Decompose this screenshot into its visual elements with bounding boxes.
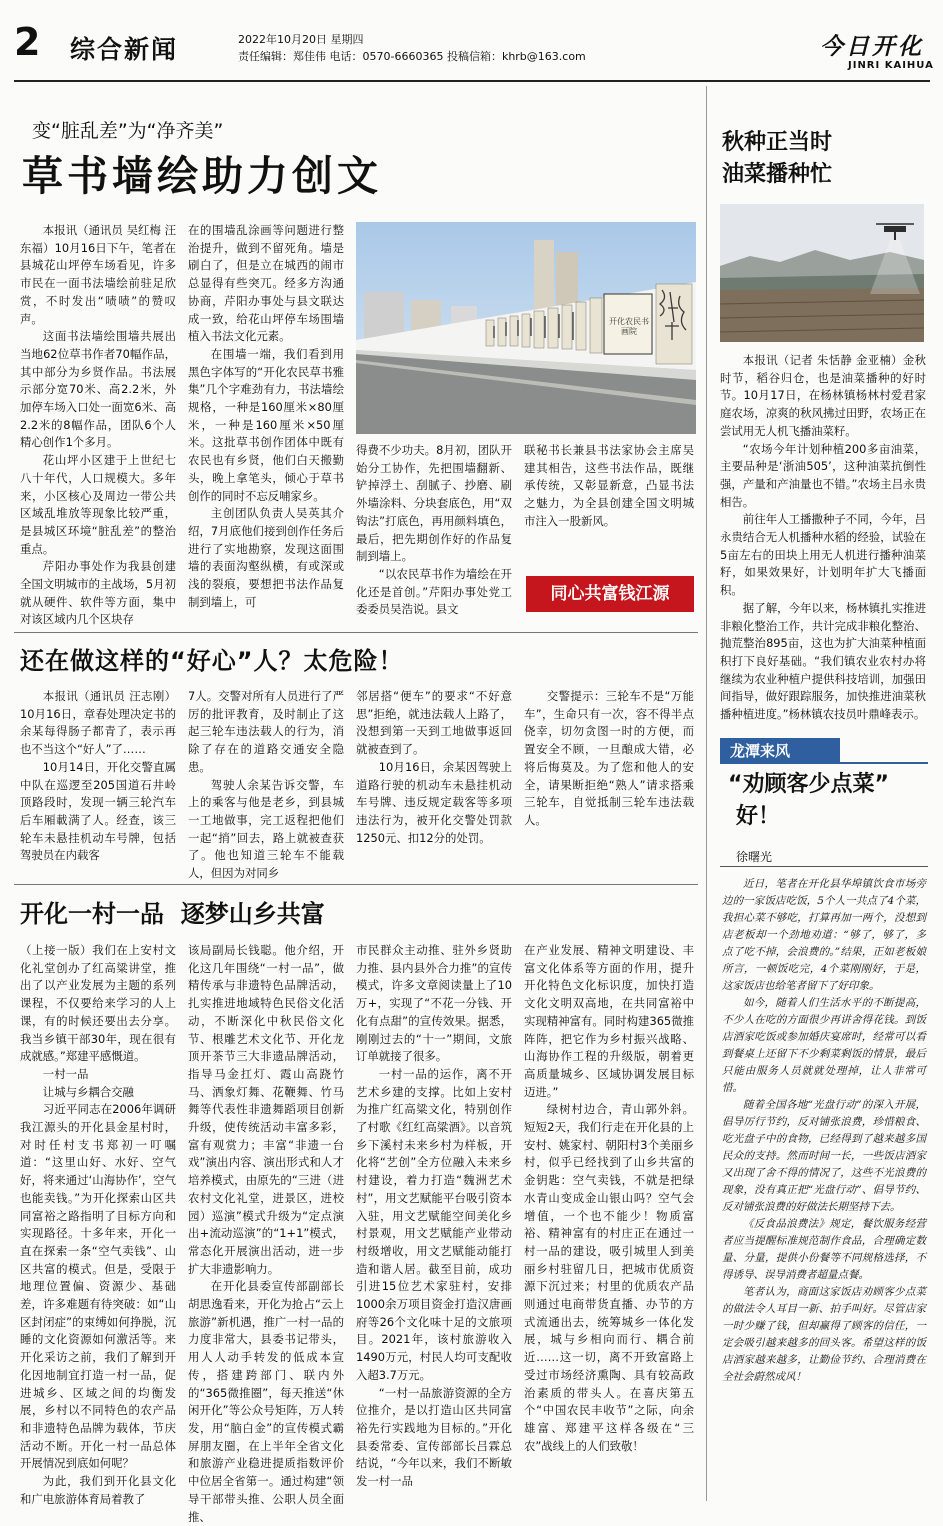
- column-body: 近日，笔者在开化县华埠镇饮食市场旁边的一家饭店吃饭，5个人一共点了4个菜，我担心菜不够吃，打算再加一两个，没想到店老板却一个劲地劝道：“够了，够了，多点了吃不掉，会浪费的。”结果，正如老板娘所言，一顿饭吃完，4个菜刚刚好，于是，这家饭店也给笔者留下了好印象。 如今，随着人们生活水平的不断提高，不少人在吃的方面很少再讲舍得花钱。到饭店酒家吃饭或参加婚庆宴席时，经常可以看到餐桌上还留下不少剩菜剩饭的情景，最后只能由服务人员就就处理掉，让人非常可惜。 随着全国各地“光盘行动”的深入开展，倡导厉行节约，反对铺张浪费，珍惜粮食、吃光盘子中的食物，已经得到了越来越多国民众的支持。然而时间一长，一些饭店酒家又出现了舍不得的情况了，这些不光浪费的现象，没有真正把“光盘行动”、倡导节约、反对铺张浪费的好做法长期坚持下去。 《反食品浪费法》规定，餐饮服务经营者应当提醒标准规范制作食品，合理确定数量、分量，提供小份餐等不同规格选择，不得诱导、误导消费者超量点餐。 笔者认为，商面这家饭店劝顾客少点菜的做法令人耳目一新、拍手叫好。尽管店家一时少赚了钱，但却赢得了顾客的信任，一定会吸引越来越多的回头客。希望这样的饭店酒家越来越多，让勤俭节约、合理消费在全社会蔚然成风！: [722, 878, 926, 1383]
- story3-col2: 该局副局长钱聪。他介绍，开化这几年围绕“一村一品”，做精传承与非遗特色品牌活动，扎实推进地域特色民俗文化活动，不断深化中秋民俗文化节、根雕艺术文化节、开化龙顶开茶节三大非遗品牌活动，指导马金扛灯、霞山高跷竹马、洒象灯舞、花鞭舞、竹马舞等代表性非遗舞蹈项目创新升级，使传统活动丰富多彩，富有观赏力；丰富“非遗一台戏”演出内容、演出形式和人才培养模式，由原先的“三进（进农村文化礼堂，进景区，进校园）巡演”模式升级为“定点演出+流动巡演”的“1+1”模式，常态化开展演出活动，进一步扩大非遗影响力。 在开化县委宣传部副部长胡思逸看来，开化为抢占“云上旅游”新机遇，推广一村一品的力度非常大，县委书记带头，用人人动手转发的低成本宣传，搭建跨部门、联内外的“365微推圈”，每天推送“休闲开化”等公众号矩阵，万人转发，用“脑白金”的宣传模式霸屏朋友圈，在上半年全省文化和旅游产业稳进提质指数评价中位居全省第一。通过构建“领导干部带头推、公职人员全面推、: [188, 943, 344, 1524]
- mural-photo: [356, 222, 696, 434]
- sidebar-divider: [706, 86, 707, 1501]
- column-rule: [720, 866, 928, 867]
- masthead-rule: [14, 80, 930, 82]
- page-number: 2: [14, 20, 41, 64]
- slogan-banner: 同心共富钱江源: [526, 576, 694, 612]
- column-banner-rule: [830, 762, 928, 764]
- editor-line: 责任编辑：郑佳伟 电话：0570-6660365 投稿信箱：khrb@163.com: [238, 50, 586, 63]
- story1-col3: 得费不少功夫。8月初，团队开始分工协作，先把围墙翻新、铲掉浮土、刮腻子、抄磨、刷外墙涂料、分块套底色，用“双钩法”打底色，再用颜料填色，最后，把先期创作好的作品复制到墙上。 “以农民草书作为墙绘在开化还是首创。”芹阳办事处党工委委员吴浩说。县文: [356, 443, 512, 617]
- story2-col4: 交警提示：三轮车不是“万能车”，生命只有一次，容不得半点侥幸，切勿贪图一时的方便，而置安全不顾，一旦酿成大错，必将后悔莫及。为了您和他人的安全，请果断拒绝“熟人”请求搭乘三轮车，自觉抵制三轮车违法载人。: [524, 689, 694, 827]
- sidebar1-headline-line1: 秋种正当时: [722, 130, 833, 155]
- column-name-banner: 龙潭来风: [720, 738, 840, 764]
- column-title-line1: “劝顾客少点菜”: [728, 772, 889, 797]
- story1-kicker: 变“脏乱差”为“净齐美”: [32, 120, 224, 142]
- date-line: 2022年10月20日 星期四: [238, 33, 364, 46]
- story2-col3: 邻居搭“便车”的要求“不好意思”拒绝，就违法载人上路了，没想到第一天到工地做事返回就被查到了。 10月16日，余某因驾驶上道路行驶的机动车未悬挂机动车号牌、违反规定载客等多项违法行为，被开化交警处罚款1250元、扣12分的处罚。: [356, 689, 512, 845]
- story3-col4: 在产业发展、精神文明建设、丰富文化体系等方面的作用，提升开化特色文化标识度，加快打造文化文明双高地，在共同富裕中实现精神富有。同时构建365微推阵阵，把它作为乡村振兴战略、山海协作工程的升级版，朝着更高质量城乡、区域协调发展目标迈进。” 绿树村边合，青山郭外斜。短短2天，我们行走在开化县的上安村、姚家村、朝阳村3个美丽乡村，似乎已经找到了山乡共富的金钥匙：空气卖钱，不就是把绿水青山变成金山银山吗？空气会增值，一个也不能少！物质富裕、精神富有的村庄正在通过一村一品的建设，吸引城里人到美丽乡村驻留几日，把城市优质资源下沉过来；村里的优质农产品则通过电商带货直播、办节的方式流通出去，统筹城乡一体化发展，城与乡相向而行、耦合前近……这一切，离不开致富路上受过市场经济熏陶、具有较高政治素质的带头人。在喜庆第五个“中国农民丰收节”之际，向余雄富、郑建平这样各级在“三农”战线上的人们致敬！: [524, 943, 694, 1453]
- sidebar1-body: 本报讯（记者 朱恬静 金亚楠）金秋时节，稻谷归仓，也是油菜播种的好时节。10月17日，在杨林镇杨林村爱君家庭农场，凉爽的秋风拂过田野，农场正在尝试用无人机飞播油菜籽。 “农场今年计划种植200多亩油菜，主要品种是‘浙油505’，这种油菜抗倒性强，产量和产油量也不错。”农场主吕永贵相告。 前往年人工播撒种子不同，今年，吕永贵结合无人机播种水稻的经验，试验在5亩左右的田块上用无人机进行播种油菜籽，如果效果好，计划明年扩大飞播面积。 据了解，今年以来，杨林镇扎实推进非粮化整治工作，共计完成非粮化整治、抛荒整治895亩，这也为扩大油菜种植面积打下良好基础。“我们镇农业农村办将继续为农业种植户提供科技培训，加强田间指导，做好跟踪服务，加快推进油菜秋播种植进度。”杨林镇农技员叶鼎峰表示。: [720, 353, 926, 722]
- newspaper-logo: 今日开化: [820, 33, 924, 60]
- column-author: 徐曙光: [736, 850, 773, 864]
- drone-photo: [720, 204, 924, 342]
- story2-headline: 还在做这样的“好心”人？太危险！: [20, 647, 404, 675]
- story3-col1: （上接一版）我们在上安村文化礼堂创办了红高粱讲堂，推出了以产业发展为主题的系列课程，不仅要给来学习的人上课，有的时候还要出去分享。我当乡镇干部30年，现在很有成就感。”郑建平感慨道。 一村一品 让城与乡耦合交融 习近平同志在2006年调研我江源头的开化县金星村时，对时任村支书郑初一叮嘱道：“这里山好、水好、空气好，将来通过‘山海协作’，空气也能卖钱。”为开化探索山区共同富裕之路指明了目标方向和实现路径。十多年来，开化一直在探索一条“空气卖钱”、山区共富的模式。但是，受限于地理位置偏、资源少、基础差，许多难题有待突破：如“山区封闭症”的束缚如何挣脱，沉睡的文化资源如何激活等。来开化采访之前，我们了解到开化因地制宜打造一村一品，促进城乡、区域之间的均衡发展，乡村以不同特色的农产品和非遗特色品牌为载体，节庆活动不断。开化一村一品总体开展情况到底如何呢？ 为此，我们到开化县文化和广电旅游体育局着教了: [20, 943, 176, 1506]
- story1-col4: 联秘书长兼县书法家协会主席吴建其相告，这些书法作品，既继承传统，又彰显新意，凸显书法之魅力，为全县创建全国文明城市注入一股新风。: [524, 443, 694, 528]
- sidebar1-headline-line2: 油菜播种忙: [722, 162, 833, 187]
- column-title-line2: 好！: [736, 804, 781, 829]
- story2-col2: 7人。交警对所有人员进行了严厉的批评教育，及时制止了这起三轮车违法载人的行为，消除了存在的道路交通安全隐患。 驾驶人余某告诉交警，车上的乘客与他是老乡，到县城一工地做事，完工返程把他们一起“捎”回去，路上就被查获了。他也知道三轮车不能载人，但因为对同乡: [188, 689, 344, 881]
- story3-col3: 市民群众主动推、驻外乡贤助力推、县内县外合力推”的宣传模式，许多文章阅读量上了10万+，实现了“不花一分钱、开化有点甜”的宣传效果。据悉，刚刚过去的“十一”期间，文旅订单就接了很多。 一村一品的运作，离不开艺术乡建的支撑。比如上安村为推广红高粱文化，特别创作了村歌《红红高粱酒》。以音筑乡下溪村未来乡村为样板，开化将“艺创”全方位融入未来乡村建设，着力打造“魏洲艺术村”，用文艺赋能平台吸引资本入驻，用文艺赋能空间美化乡村景观，用文艺赋能产业带动村级增收，用文艺赋能动能打造和谐人居。截至目前，成功引进15位艺术家驻村，安排1000余万项目资金打造汉唐画府等26个文化味十足的文旅项目。2021年，该村旅游收入1490万元，村民人均可支配收入超3.7万元。 “一村一品旅游资源的全方位推介，是以打造山区共同富裕先行实践地为目标的。”开化县委常委、宣传部部长吕霖总结说，“今年以来，我们不断敏发一村一品: [356, 943, 512, 1489]
- section-title: 综合新闻: [70, 35, 179, 64]
- story2-rule: [14, 884, 698, 885]
- newspaper-logo-en: JINRI KAIHUA: [848, 60, 934, 71]
- story1-rule: [14, 632, 698, 633]
- story3-headline: 开化一村一品 逐梦山乡共富: [20, 900, 325, 928]
- story2-col1: 本报讯（通讯员 汪志刚）10月16日，章春处理决定书的余某每得肠子都青了，表示再也不当这个“好人”了…… 10月14日，开化交警直属中队在巡逻至205国道石井岭顶路段时，发现一辆三轮汽车后车厢載满了人。经查，该三轮车未悬挂机动车号牌，包括驾驶员在内载客: [20, 689, 176, 863]
- story1-headline: 草书墙绘助力创文: [22, 152, 382, 200]
- mural-sign-text: 开化农民书画院: [609, 317, 649, 336]
- story1-col2: 在的围墙乱涂画等问题进行整治提升，做到不留死角。墙是刷白了，但是立在城西的闹市总显得有些突兀。经多方沟通协商，芹阳办事处与县文联达成一致，给花山坪停车场围墙植入书法文化元素。 在围墙一端，我们看到用黑色字体写的“开化农民草书雅集”几个字难劲有力，书法墙绘规格，一种是160厘米×80厘米，一种是160厘米×50厘米。这批草书创作团体中既有农民也有乡贤，他们白天搬勤头，晚上拿笔头，倾心于草书创作的同时不忘反哺家乡。 主创团队负责人吴英其介绍，7月底他们接到创作任务后进行了实地勘察，发现这面围墙的表面沟壑纵横，有或深或浅的裂痕，要想把书法作品复制到墙上，可: [188, 223, 344, 609]
- story1-col1: 本报讯（通讯员 吴红梅 汪东福）10月16日下午，笔者在县城花山坪停车场看见，许多市民在一面书法墙绘前驻足欣赏，不时发出“啧啧”的赞叹声。 这面书法墙绘围墙共展出当地62位草书作者70幅作品，其中部分为乡贤作品。书法展示部分宽70米、高2.2米，外加停车场入口处一面宽6米、高2.2米的8幅作品，团队6个人精心创作1个多月。 花山坪小区建于上世纪七八十年代，人口规模大。多年来，小区核心及周边一带公共区域乱堆放等现象比较严重，是县城区环境“脏乱差”的整治重点。 芹阳办事处作为我县创建全国文明城市的主战场，5月初就从硬件、软件等方面，集中对该区域内几个区块存: [20, 223, 176, 627]
